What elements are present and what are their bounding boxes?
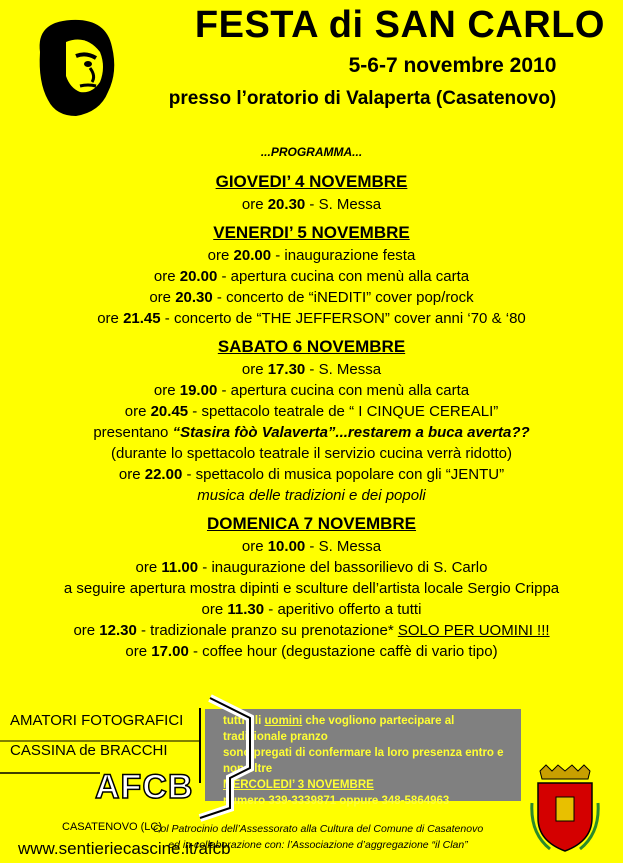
program-line: ore 20.00 - apertura cucina con menù alla carta [153, 268, 470, 285]
program-line: ore 20.45 - spettacolo teatrale de “ I CINQUE CEREALI” [124, 403, 499, 420]
program-line: (durante lo spettacolo teatrale il servizio cucina verrà ridotto) [110, 445, 513, 462]
program-line: ore 22.00 - spettacolo di musica popolare con gli “JENTU” [118, 466, 505, 483]
program-line: ore 19.00 - apertura cucina con menù alla carta [153, 382, 470, 399]
day-heading-sunday: DOMENICA 7 NOVEMBRE [206, 514, 417, 533]
afcb-logo: AFCB [95, 768, 194, 806]
afcb-city: CASATENOVO (LC) [62, 821, 163, 833]
afcb-frame-icon [0, 688, 270, 828]
event-dates: 5-6-7 novembre 2010 [348, 54, 557, 77]
town-crest-icon [530, 763, 600, 858]
day-heading-thursday: GIOVEDI’ 4 NOVEMBRE [215, 172, 408, 191]
program-line: presentano “Stasira fòò Valaverta”...restarem a buca averta?? [93, 424, 530, 441]
event-venue: presso l’oratorio di Valaperta (Casatenovo) [168, 88, 557, 109]
program-line: ore 12.30 - tradizionale pranzo su prenotazione* SOLO PER UOMINI !!! [73, 622, 550, 639]
day-heading-friday: VENERDI’ 5 NOVEMBRE [213, 223, 410, 242]
program-line: ore 11.00 - inaugurazione del bassorilievo di S. Carlo [135, 559, 488, 576]
program-line: ore 20.30 - S. Messa [241, 196, 382, 213]
page-title: FESTA di SAN CARLO [194, 4, 605, 46]
program-line: a seguire apertura mostra dipinti e sculture dell’artista locale Sergio Crippa [63, 580, 560, 597]
program-line: ore 10.00 - S. Messa [241, 538, 382, 555]
patronage-text: Col Patrocinio dell’Assessorato alla Cultura del Comune di Casatenovo ed in collaborazione con: l’Associazione d’aggregazione “il Clan” [152, 823, 484, 851]
program-line: ore 20.30 - concerto de “iNEDITI” cover pop/rock [149, 289, 474, 306]
program-line: ore 21.45 - concerto de “THE JEFFERSON” cover anni ‘70 & ‘80 [97, 310, 526, 327]
website-link[interactable]: www.sentieriecascine.it/afcb [18, 839, 231, 858]
program-line: ore 17.30 - S. Messa [241, 361, 382, 378]
program-line: ore 20.00 - inaugurazione festa [207, 247, 416, 264]
day-heading-saturday: SABATO 6 NOVEMBRE [217, 337, 406, 356]
afcb-line2: CASSINA de BRACCHI [10, 742, 168, 759]
program-line: ore 17.00 - coffee hour (degustazione caffè di vario tipo) [125, 643, 498, 660]
program-line: ore 11.30 - aperitivo offerto a tutti [201, 601, 422, 618]
afcb-line1: AMATORI FOTOGRAFICI [10, 712, 184, 729]
saint-portrait-icon [26, 12, 126, 122]
reservation-note: tutti gli uomini che vogliono partecipare al tradizionale pranzo sono pregati di confermare la loro presenza entro e non oltre MERCOLEDI’ 3 NOVEMBRE numero 339-3339871 oppure 348-5864963 [205, 709, 521, 801]
program-label: ...PROGRAMMA... [260, 145, 363, 159]
program-line: musica delle tradizioni e dei popoli [197, 487, 426, 504]
program [0, 170, 623, 662]
